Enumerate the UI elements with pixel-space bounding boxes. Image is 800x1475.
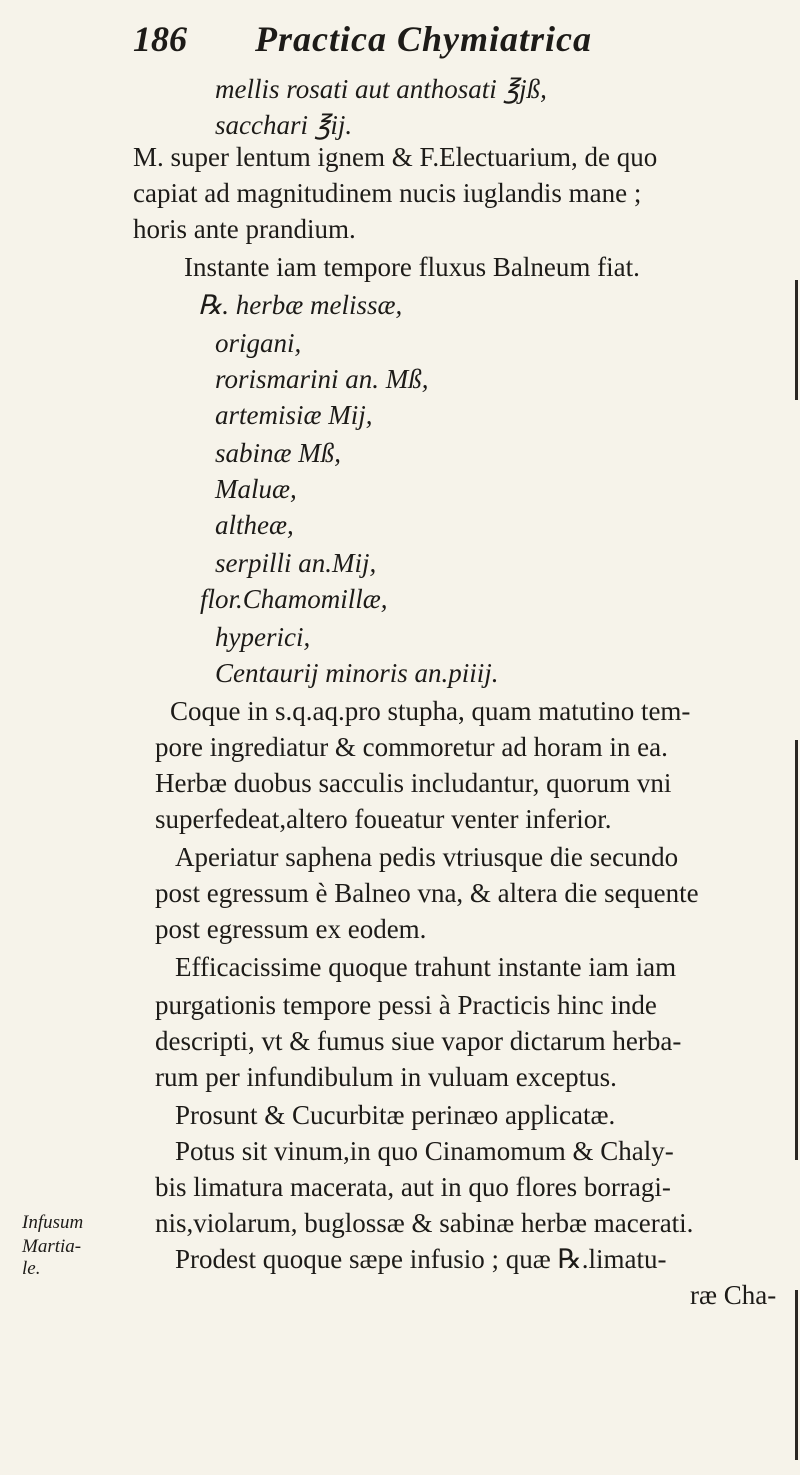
- recipe-line: Centaurij minoris an.piiij.: [215, 658, 499, 688]
- text-line: sacchari ℥ij.: [215, 110, 353, 140]
- recipe-line: ℞. herbæ melissæ,: [198, 290, 403, 320]
- text-line: rum per infundibulum in vuluam exceptus.: [155, 1062, 617, 1092]
- text-line: capiat ad magnitudinem nucis iuglandis mane ;: [133, 178, 642, 208]
- marginal-note-line: Martia-: [22, 1236, 82, 1257]
- recipe-line: serpilli an.Mij,: [215, 548, 377, 578]
- recipe-line: Maluæ,: [215, 474, 297, 504]
- text-line: post egressum ex eodem.: [155, 914, 427, 944]
- text-line: descripti, vt & fumus siue vapor dictarum herba-: [155, 1026, 682, 1056]
- recipe-line: flor.Chamomillæ,: [200, 584, 388, 614]
- text-line: nis,violarum, buglossæ & sabinæ herbæ macerati.: [155, 1208, 694, 1238]
- recipe-line: rorismarini an. Mß,: [215, 364, 429, 394]
- recipe-line: altheæ,: [215, 510, 294, 540]
- recipe-line: artemisiæ Mij,: [215, 400, 373, 430]
- page-edge-mark: [795, 740, 798, 1160]
- text-line: Potus sit vinum,in quo Cinamomum & Chaly-: [175, 1136, 674, 1166]
- text-line: purgationis tempore pessi à Practicis hinc inde: [155, 990, 657, 1020]
- text-line: Prosunt & Cucurbitæ perinæo applicatæ.: [175, 1100, 616, 1130]
- text-line: superfedeat,altero foueatur venter inferior.: [155, 804, 612, 834]
- text-line: mellis rosati aut anthosati ℥jß,: [215, 74, 547, 104]
- text-line: post egressum è Balneo vna, & altera die sequente: [155, 878, 699, 908]
- recipe-line: sabinæ Mß,: [215, 438, 342, 468]
- text-line: Herbæ duobus sacculis includantur, quorum vni: [155, 768, 672, 798]
- page-header: [0, 18, 800, 68]
- page-edge-mark: [795, 280, 798, 400]
- text-line: Efficacissime quoque trahunt instante iam iam: [175, 952, 677, 982]
- text-line: M. super lentum ignem & F.Electuarium, de quo: [133, 142, 658, 172]
- text-line: Prodest quoque sæpe infusio ; quæ ℞.limatu-: [175, 1244, 667, 1274]
- recipe-line: hyperici,: [215, 622, 311, 652]
- recipe-line: origani,: [215, 328, 302, 358]
- text-line: pore ingrediatur & commoretur ad horam in ea.: [155, 732, 668, 762]
- text-line: Aperiatur saphena pedis vtriusque die secundo: [175, 842, 679, 872]
- text-line: ræ Cha-: [690, 1280, 777, 1310]
- page-edge-mark: [795, 1290, 798, 1460]
- marginal-note-line: Infusum: [22, 1212, 84, 1233]
- text-line: Coque in s.q.aq.pro stupha, quam matutino tem-: [170, 696, 691, 726]
- running-title: Practica Chymiatrica: [255, 19, 592, 59]
- text-line: Instante iam tempore fluxus Balneum fiat.: [184, 252, 640, 282]
- text-line: horis ante prandium.: [133, 214, 356, 244]
- text-line: bis limatura macerata, aut in quo flores borragi-: [155, 1172, 671, 1202]
- page-number: 186: [133, 19, 187, 59]
- marginal-note-line: le.: [22, 1258, 41, 1279]
